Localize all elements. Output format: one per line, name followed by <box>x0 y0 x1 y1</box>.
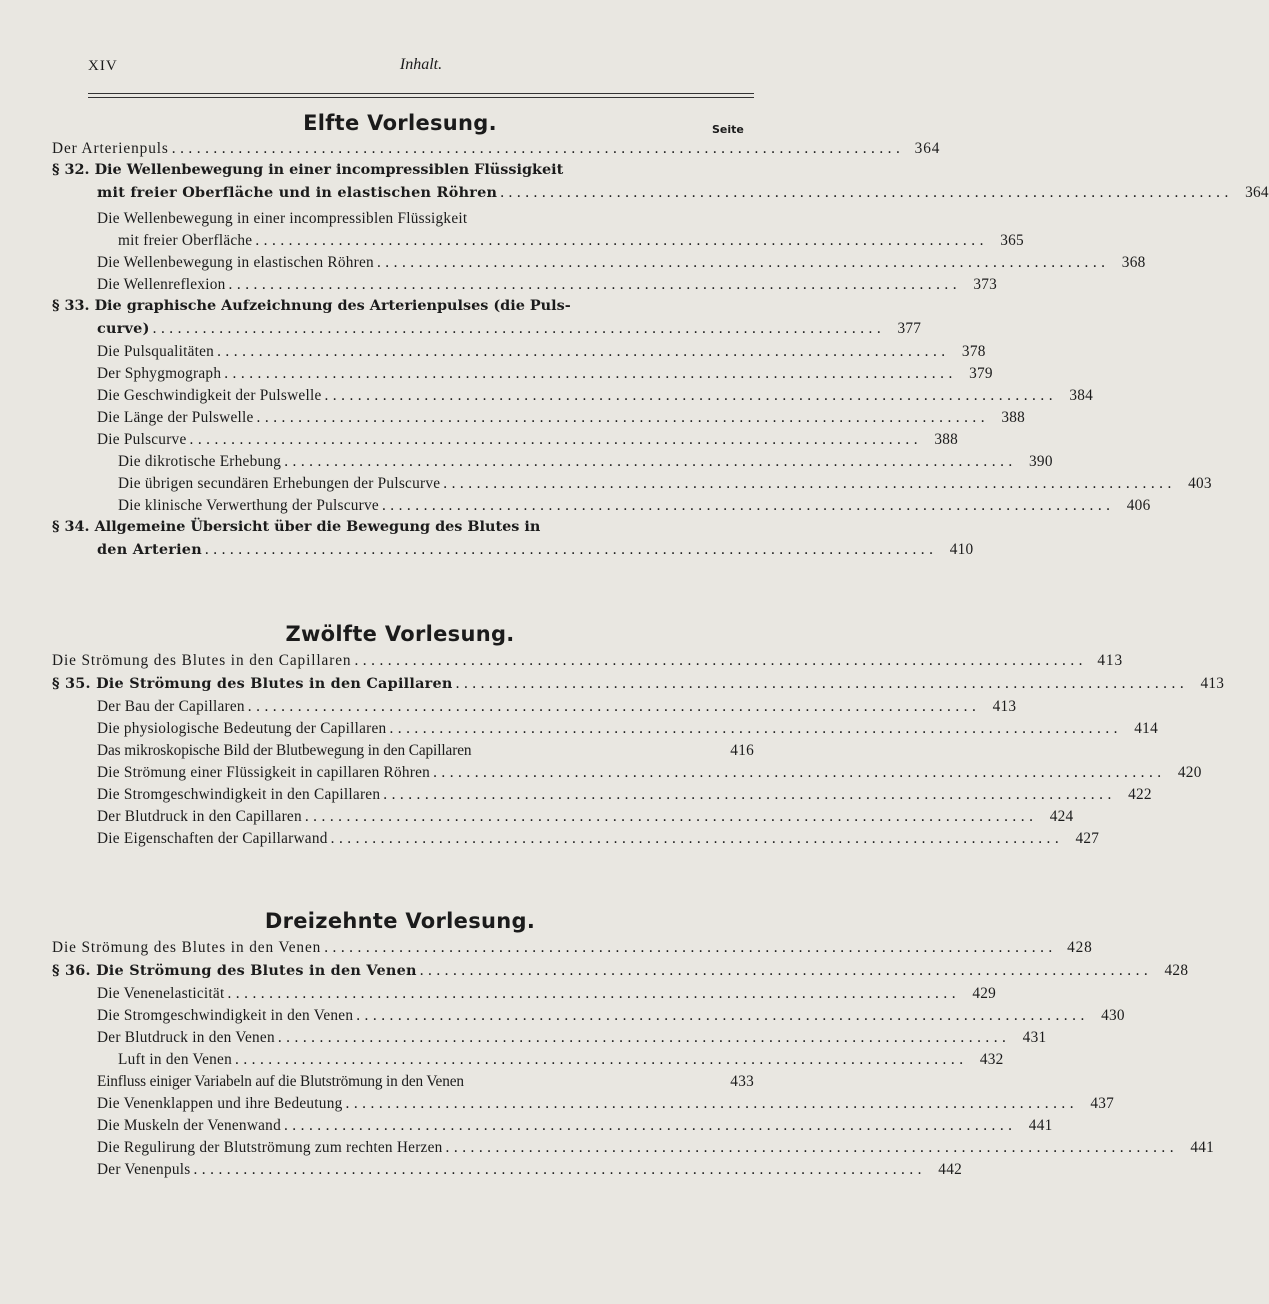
toc-entry-line: § 32. Die Wellenbewegung in einer incompressiblen Flüssigkeit <box>52 161 564 178</box>
toc-entry: Die Pulscurve ........................................................................................ 388 <box>97 431 959 448</box>
running-head <box>88 58 754 82</box>
toc-entry: Der Sphygmograph ........................................................................................ 379 <box>97 365 993 382</box>
toc-entry-line: § 34. Allgemeine Übersicht über die Bewegung des Blutes in <box>52 518 541 535</box>
toc-entry: Die physiologische Bedeutung der Capillaren ........................................................................................ 414 <box>97 720 1158 737</box>
toc-entry: Luft in den Venen ........................................................................................ 432 <box>118 1051 1004 1068</box>
toc-entry: Die Muskeln der Venenwand ........................................................................................ 441 <box>97 1117 1053 1134</box>
toc-entry: Der Bau der Capillaren ........................................................................................ 413 <box>97 698 1017 715</box>
toc-entry: Die Pulsqualitäten ........................................................................................ 378 <box>97 343 986 360</box>
toc-entry: Die Stromgeschwindigkeit in den Capillaren ........................................................................................ 422 <box>97 786 1152 803</box>
page-number: XIV <box>88 58 118 74</box>
toc-entry: Die Wellenreflexion ........................................................................................ 373 <box>97 276 998 293</box>
toc-entry: Die dikrotische Erhebung ........................................................................................ 390 <box>118 453 1053 470</box>
toc-entry: § 35. Die Strömung des Blutes in den Capillaren ........................................................................................ 413 <box>52 675 1225 692</box>
toc-entry-line: Die Wellenbewegung in einer incompressiblen Flüssigkeit <box>97 210 468 227</box>
toc-entry: Die Geschwindigkeit der Pulswelle ........................................................................................ 384 <box>97 387 1094 404</box>
toc-entry: Der Venenpuls ........................................................................................ 442 <box>97 1161 962 1178</box>
chapter-title: Dreizehnte Vorlesung. <box>264 909 536 933</box>
toc-entry: Die Eigenschaften der Capillarwand ........................................................................................ 427 <box>97 830 1100 847</box>
toc-entry: Das mikroskopische Bild der Blutbewegung in den Capillaren 416 <box>97 742 754 759</box>
toc-entry-line: § 33. Die graphische Aufzeichnung des Arterienpulses (die Puls- <box>52 297 571 314</box>
toc-entry: Der Blutdruck in den Capillaren ........................................................................................ 424 <box>97 808 1074 825</box>
toc-entry: Die Stromgeschwindigkeit in den Venen ........................................................................................ 430 <box>97 1007 1125 1024</box>
toc-entry: § 36. Die Strömung des Blutes in den Venen ........................................................................................ 428 <box>52 962 1189 979</box>
toc-entry: curve) ........................................................................................ 377 <box>97 320 922 337</box>
toc-entry: Die Venenklappen und ihre Bedeutung ........................................................................................ 437 <box>97 1095 1115 1112</box>
toc-entry: Der Arterienpuls ........................................................................................ 364 <box>52 140 941 157</box>
toc-entry: Die Wellenbewegung in elastischen Röhren ........................................................................................ 368 <box>97 254 1146 271</box>
toc-entry: Die Venenelasticität ........................................................................................ 429 <box>97 985 997 1002</box>
header-rule <box>88 97 754 98</box>
toc-entry: Die Regulirung der Blutströmung zum rechten Herzen ........................................................................................ 441 <box>97 1139 1215 1156</box>
toc-entry: Einfluss einiger Variabeln auf die Blutströmung in den Venen 433 <box>97 1073 754 1090</box>
chapter-title: Elfte Vorlesung. <box>303 111 497 135</box>
toc-entry: Die Strömung einer Flüssigkeit in capillaren Röhren ........................................................................................ 420 <box>97 764 1202 781</box>
header-rule <box>88 93 754 94</box>
toc-entry: Die übrigen secundären Erhebungen der Pulscurve ........................................................................................ 403 <box>118 475 1212 492</box>
toc-entry: Die Länge der Pulswelle ........................................................................................ 388 <box>97 409 1026 426</box>
chapter-title: Zwölfte Vorlesung. <box>285 622 515 646</box>
seite-label: Seite <box>712 123 744 136</box>
toc-entry: Die klinische Verwerthung der Pulscurve ........................................................................................ 406 <box>118 497 1151 514</box>
toc-entry: Die Strömung des Blutes in den Venen ........................................................................................ 428 <box>52 939 1093 956</box>
toc-entry: den Arterien ........................................................................................ 410 <box>97 541 974 558</box>
toc-entry: mit freier Oberfläche und in elastischen Röhren ........................................................................................ 364 <box>97 184 1269 201</box>
running-title: Inhalt. <box>399 56 443 73</box>
toc-entry: Der Blutdruck in den Venen ........................................................................................ 431 <box>97 1029 1047 1046</box>
toc-entry: Die Strömung des Blutes in den Capillaren ........................................................................................ 413 <box>52 652 1123 669</box>
toc-entry: mit freier Oberfläche ........................................................................................ 365 <box>118 232 1024 249</box>
